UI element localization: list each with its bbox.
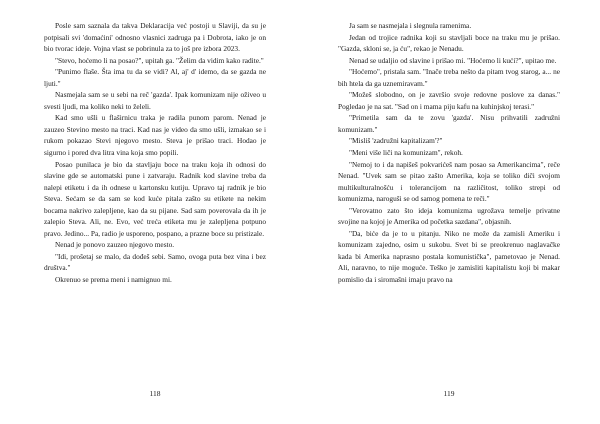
paragraph: Nenad je ponovo zauzeo njegovo mesto. bbox=[55, 240, 175, 250]
left-page-text bbox=[44, 20, 266, 286]
paragraph: Nenad se udaljio od slavine i prišao mi. "Hoćemo li kući?", upitao me. bbox=[349, 55, 557, 65]
paragraph: "Da, biće da je to u pitanju. Niko ne može da zamisli Ameriku i komunizam zajedno, osim u sukobu. Svet bi se preokrenuo naglavačke kada bi Amerika naprasno postala komunistička", pametovao je Nenad. Ali, naravno, to nije moguće. Teško je zamisliti kapitalistu koji bi makar pomislio da i siromašni imaju pravo na bbox=[338, 228, 560, 285]
paragraph: Jedan od trojice radnika koji su stavljali boce na traku mu je prišao. "Gazda, skloni se, ja ću", rekao je Nenadu. bbox=[338, 32, 560, 54]
paragraph: Posao punilaca je bio da stavljaju boce na traku koja ih odnosi do slavine gde se automatski pune i zatvaraju. Radnik kod slavine treba da nalepi etiketu i da ih odnese u kartonsku kutiju. Upravo taj radnik je bio Steva. Sećam se da sam se kod kuće pitala zašto su etikete na nekim bocama nakrivo zalepljene, kao da su pijane. Sad sam poverovala da ih je zalepio Steva. Ali, ne. Evo, već treća etiketa mu je zalepljena potpuno pravo. Jedino... Pa, radio je usporeno, pospano, a prazne boce su pristizale. bbox=[44, 159, 266, 238]
right-page-number: 119 bbox=[443, 389, 455, 398]
paragraph: "Punimo flaše. Šta ima tu da se vidi? Al, aj' d' idemo, da se gazda ne ljuti." bbox=[44, 67, 266, 88]
left-page-number: 118 bbox=[149, 389, 161, 398]
paragraph: "Misliš 'zadružni kapitalizam'?" bbox=[349, 136, 443, 146]
paragraph: Kad smo ušli u flaširnicu traka je radila punom parom. Nenad je zauzeo Stevino mesto na traci. Kad nas je video da smo ušli, izmakao se i rukom pokazao Stevi njegovo mesto. Steva je prišao traci. Hodao je sigurno i pored dva litra vina koja smo popili. bbox=[44, 113, 266, 158]
paragraph: Posle sam saznala da takva Deklaracija već postoji u Slaviji, da su je potpisali svi 'domaćini' odnosno vlasnici zadruga pa i Dobrota, iako je on bio tvorac ideje. Vojna vlast se pobrinula za to još pre izbora 2023. bbox=[44, 21, 266, 54]
right-page bbox=[300, 0, 600, 424]
paragraph: "Verovatno zato što ideja komunizma ugrožava temelje privatne svojine na kojoj je Amerika od početka sazdana", objasnih. bbox=[338, 205, 560, 227]
right-page-text bbox=[338, 20, 560, 286]
paragraph: Okrenuo se prema meni i namignuo mi. bbox=[55, 275, 172, 285]
paragraph: "Meni više liči na komunizam", rekoh. bbox=[349, 148, 463, 158]
paragraph: Nasmejala sam se u sebi na reč 'gazda'. Ipak komunizam nije oživeo u svesti ljudi, ma koliko neki to želeli. bbox=[44, 90, 266, 111]
paragraph: "Idi, prošetaj se malo, da dođeš sebi. Samo, ovoga puta bez vina i bez društva." bbox=[44, 251, 266, 273]
paragraph: "Hoćemo", pristala sam. "Inače treba nešto da pitam tvog starog, a... ne bih htela da ga uznemiravam." bbox=[338, 67, 560, 88]
paragraph: "Možeš slobodno, on je završio svoje redovne poslove za danas." Pogledao je na sat. "Sad on i mama piju kafu na kuhinjskoj terasi." bbox=[338, 90, 560, 111]
paragraph: "Nemoj to i da napišeš pokvarićeš nam posao sa Amerikancima", reče Nenad. "Uvek sam se pitao zašto Amerika, koja se toliko diči svojom multikulturalnošću i tolerancijom na različitost, toliko strepi od komunizma, naroguši se od samog pomena te reči." bbox=[338, 159, 560, 204]
paragraph: "Primetila sam da te zovu 'gazda'. Nisu prihvatili zadružni komunizam." bbox=[338, 113, 560, 134]
paragraph: "Stevo, hoćemo li na posao?", upitah ga. "Želim da vidim kako radite." bbox=[55, 55, 264, 65]
paragraph: Ja sam se nasmejala i slegnula ramenima. bbox=[349, 21, 472, 30]
